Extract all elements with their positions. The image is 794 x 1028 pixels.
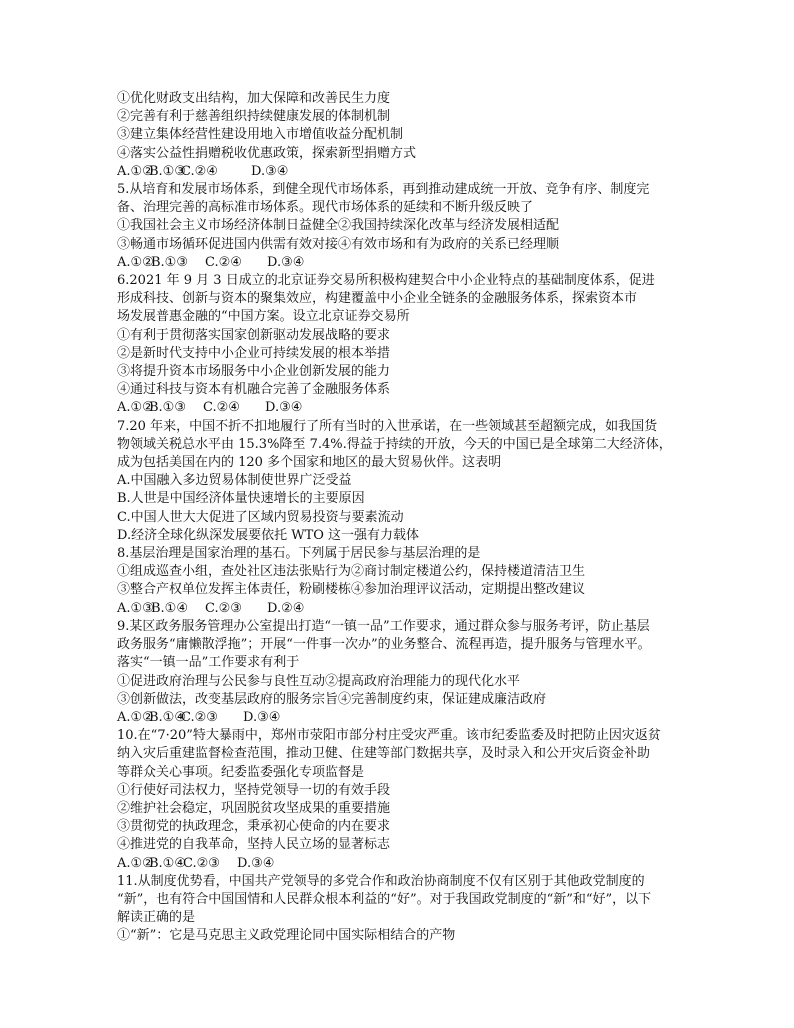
q6-option-d: D.③④ bbox=[265, 400, 303, 416]
q10-item-3: ③贯彻党的执政理念，秉承初心使命的内在要求 bbox=[117, 819, 391, 835]
q6-option-c: C.②④ bbox=[203, 400, 240, 416]
q4-option-b: B.①③ bbox=[149, 163, 186, 179]
q11-stem-line-1: 11.从制度优势看，中国共产党领导的多党合作和政治协商制度不仅有区别于其他政党制度的 bbox=[117, 873, 645, 889]
q9-option-d: D.③④ bbox=[243, 709, 281, 725]
q8-items-line-1: ①组成巡查小组，查处社区违法张贴行为②商讨制定楼道公约，保持楼道清洁卫生 bbox=[117, 564, 586, 580]
q5-option-d: D.③④ bbox=[267, 254, 305, 270]
question-9 bbox=[117, 618, 697, 727]
q8-stem-line-1: 8.基层治理是国家治理的基石。下列属于居民参与基层治理的是 bbox=[117, 546, 481, 562]
q4-option-c: C.②④ bbox=[181, 163, 218, 179]
q9-stem-line-3: 落实“一镇一品”工作要求有利于 bbox=[117, 655, 300, 671]
q6-stem-line-3: 场发展普惠金融的“中国方案。设立北京证券交易所 bbox=[117, 309, 410, 325]
q4-option-d: D.③④ bbox=[251, 163, 289, 179]
q4-options bbox=[117, 163, 697, 181]
q5-option-c: C.②④ bbox=[205, 254, 242, 270]
q8-option-c: C.②③ bbox=[205, 600, 242, 616]
q6-option-a: A.①② bbox=[117, 400, 154, 416]
question-11 bbox=[117, 873, 697, 946]
q6-item-4: ④通过科技与资本有机融合完善了金融服务体系 bbox=[117, 382, 391, 398]
q8-items-line-2: ③整合产权单位发挥主体责任，粉刷楼栋④参加治理评议活动，定期提出整改建议 bbox=[117, 582, 586, 598]
q7-stem-line-2: 物领域关税总水平由 15.3%降至 7.4%.得益于持续的开放，今天的中国已是全球第二大经济体， bbox=[117, 436, 672, 452]
q9-option-c: C.②③ bbox=[181, 709, 218, 725]
q7-stem-line-3: 成为包括美国在内的 120 多个国家和地区的最大贸易伙伴。这表明 bbox=[117, 455, 502, 471]
q10-options bbox=[117, 855, 697, 873]
q9-options bbox=[117, 709, 697, 727]
q10-option-a: A.①② bbox=[117, 855, 154, 871]
q5-stem-line-1: 5.从培育和发展市场体系，到健全现代市场体系，再到推动建成统一开放、竞争有序、制度完 bbox=[117, 182, 650, 198]
q6-item-2: ②是新时代支持中小企业可持续发展的根本举措 bbox=[117, 345, 391, 361]
q6-item-1: ①有利于贯彻落实国家创新驱动发展战略的要求 bbox=[117, 327, 391, 343]
q4-item-3: ③建立集体经营性建设用地入市增值收益分配机制 bbox=[117, 127, 404, 143]
q6-options bbox=[117, 399, 697, 417]
q6-item-3: ③将提升资本市场服务中小企业创新发展的能力 bbox=[117, 364, 391, 380]
q5-items-line-1: ①我国社会主义市场经济体制日益健全②我国持续深化改革与经济发展相适配 bbox=[117, 218, 560, 234]
q5-options bbox=[117, 254, 697, 272]
question-10 bbox=[117, 727, 697, 873]
q10-option-c: C.②③ bbox=[183, 855, 220, 871]
q4-option-a: A.①② bbox=[117, 163, 154, 179]
q5-items-line-2: ③畅通市场循环促进国内供需有效对接④有效市场和有为政府的关系已经理顺 bbox=[117, 236, 560, 252]
q10-item-1: ①行使好司法权力，坚持党领导一切的有效手段 bbox=[117, 782, 391, 798]
question-5 bbox=[117, 181, 697, 272]
q11-item-1: ①“新”：它是马克思主义政党理论同中国实际相结合的产物 bbox=[117, 928, 456, 944]
q10-stem-line-2: 纳入灾后重建监督检查范围，推动卫健、住建等部门数据共享，及时录入和公开灾后资金补助 bbox=[117, 746, 651, 762]
q4-item-4: ④落实公益性捐赠税收优惠政策，探索新型捐赠方式 bbox=[117, 145, 417, 161]
q10-option-d: D.③④ bbox=[237, 855, 275, 871]
q5-option-b: B.①③ bbox=[151, 254, 188, 270]
q7-choice-b: B.人世是中国经济体量快速增长的主要原因 bbox=[117, 491, 365, 507]
q8-option-b: B.①④ bbox=[151, 600, 188, 616]
q10-option-b: B.①④ bbox=[149, 855, 186, 871]
q10-stem-line-3: 等群众关心事项。纪委监委强化专项监督是 bbox=[117, 764, 365, 780]
q9-items-line-2: ③创新做法，改变基层政府的服务宗旨④完善制度约束，保证建成廉洁政府 bbox=[117, 691, 547, 707]
q7-choice-c: C.中国人世大大促进了区域内贸易投资与要素流动 bbox=[117, 509, 404, 525]
q10-item-4: ④推进党的自我革命，坚持人民立场的显著标志 bbox=[117, 837, 391, 853]
q9-items-line-1: ①促进政府治理与公民参与良性互动②提高政府治理能力的现代化水平 bbox=[117, 673, 521, 689]
q9-stem-line-1: 9.某区政务服务管理办公室提出打造“一镇一品”工作要求，通过群众参与服务考评，防止基层 bbox=[117, 618, 650, 634]
q4-item-1: ①优化财政支出结构，加大保障和改善民生力度 bbox=[117, 91, 391, 106]
question-8 bbox=[117, 545, 697, 618]
q6-option-b: B.①③ bbox=[149, 400, 186, 416]
question-6 bbox=[117, 272, 697, 418]
q11-stem-line-2: “新”，也有符合中国国情和人民群众根本利益的“好”。对于我国政党制度的“新”和“好”，以下 bbox=[117, 891, 652, 907]
q9-option-a: A.①② bbox=[117, 709, 154, 725]
q9-stem-line-2: 政务服务“庸懒散浮拖”；开展“一件事一次办”的业务整合、流程再造，提升服务与管理水平。 bbox=[117, 637, 651, 653]
q7-choice-a: A.中国融入多边贸易体制使世界广泛受益 bbox=[117, 473, 352, 489]
q7-stem-line-1: 7.20 年来，中国不折不扣地履行了所有当时的入世承诺，在一些领域甚至超额完成，如我国货 bbox=[117, 418, 658, 434]
q11-stem-line-3: 解读正确的是 bbox=[117, 910, 196, 926]
q9-option-b: B.①④ bbox=[149, 709, 186, 725]
q6-stem-line-1: 6.2021 年 9 月 3 日成立的北京证券交易所积极构建契合中小企业特点的基础制度体系，促进 bbox=[117, 273, 655, 289]
q10-stem-line-1: 10.在“7·20”特大暴雨中，郑州市荥阳市部分村庄受灾严重。该市纪委监委及时把防止因灾返贫 bbox=[117, 728, 661, 744]
exam-page bbox=[117, 90, 697, 946]
q6-stem-line-2: 形成科技、创新与资本的聚集效应，构建覆盖中小企业全链条的金融服务体系，探索资本市 bbox=[117, 291, 638, 307]
q8-option-a: A.①③ bbox=[117, 600, 154, 616]
q7-choice-d: D.经济全球化纵深发展要依托 WTO 这一强有力载体 bbox=[117, 527, 420, 543]
question-7 bbox=[117, 418, 697, 545]
q5-stem-line-2: 备、治理完善的高标准市场体系。现代市场体系的延续和不断升级反映了 bbox=[117, 200, 534, 216]
q4-item-2: ②完善有利于慈善组织持续健康发展的体制机制 bbox=[117, 109, 391, 125]
q5-option-a: A.①② bbox=[117, 254, 154, 270]
q8-option-d: D.②④ bbox=[267, 600, 305, 616]
q8-options bbox=[117, 600, 697, 618]
q10-item-2: ②维护社会稳定，巩固脱贫攻坚成果的重要措施 bbox=[117, 800, 391, 816]
question-4-fragment bbox=[117, 90, 697, 181]
